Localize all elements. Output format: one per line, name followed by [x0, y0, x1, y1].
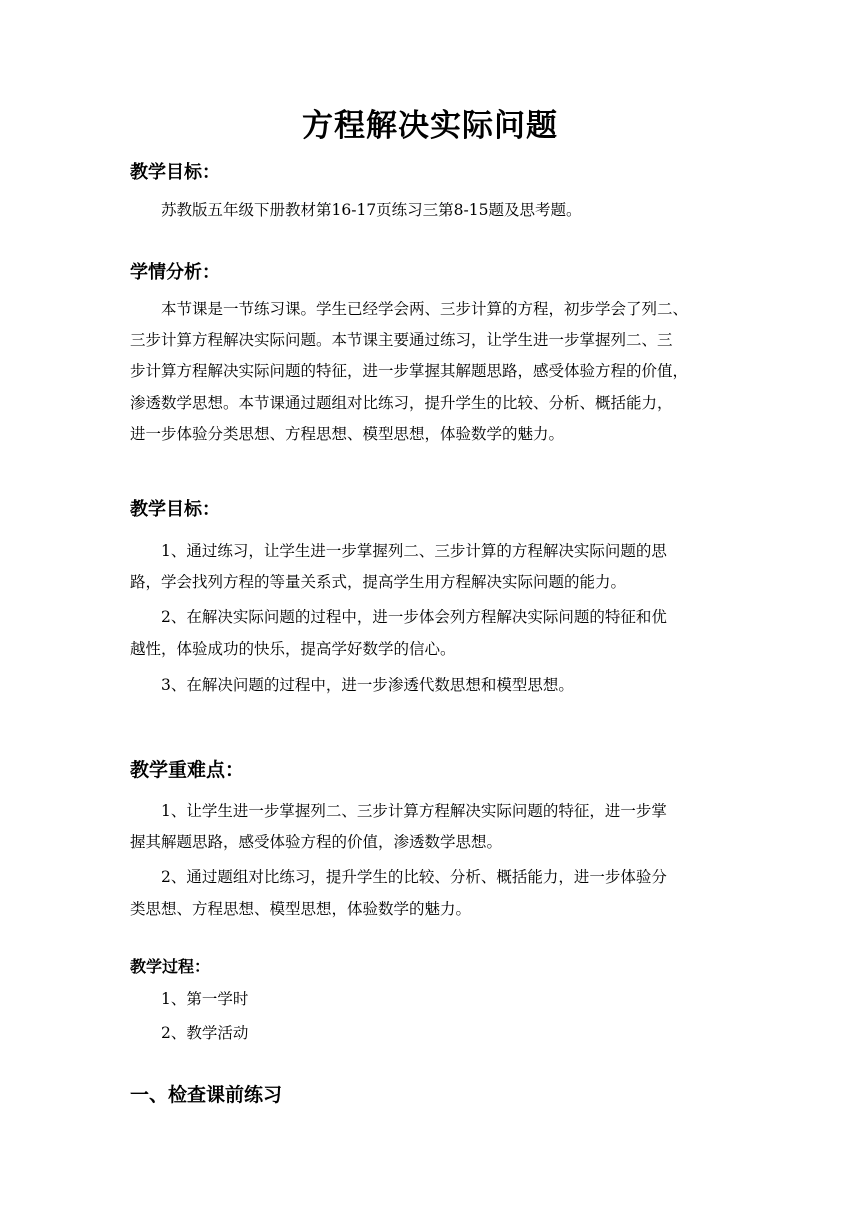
heading-teaching-goals: 教学目标： — [130, 499, 220, 520]
list-item-line: 2、在解决实际问题的过程中，进一步体会列方程解决实际问题的特征和优 — [161, 608, 667, 626]
list-item-line: 越性，体验成功的快乐，提高学好数学的信心。 — [130, 640, 456, 658]
list-item-line: 握其解题思路，感受体验方程的价值，渗透数学思想。 — [130, 833, 503, 851]
paragraph-teaching-content: 苏教版五年级下册教材第16-17页练习三第8-15题及思考题。 — [161, 201, 582, 219]
list-item-line: 1、让学生进一步掌握列二、三步计算方程解决实际问题的特征，进一步掌 — [161, 802, 667, 820]
paragraph-line: 进一步体验分类思想、方程思想、模型思想，体验数学的魅力。 — [130, 425, 565, 443]
paragraph-line: 渗透数学思想。本节课通过题组对比练习，提升学生的比较、分析、概括能力， — [130, 394, 673, 412]
list-item-line: 类思想、方程思想、模型思想，体验数学的魅力。 — [130, 900, 472, 918]
heading-teaching-process: 教学过程： — [130, 957, 211, 976]
document-title: 方程解决实际问题 — [302, 108, 558, 144]
list-item-line: 路，学会找列方程的等量关系式，提高学生用方程解决实际问题的能力。 — [130, 573, 627, 591]
heading-student-analysis: 学情分析： — [130, 262, 220, 283]
paragraph-line: 步计算方程解决实际问题的特征，进一步掌握其解题思路，感受体验方程的价值， — [130, 362, 689, 380]
paragraph-line: 三步计算方程解决实际问题。本节课主要通过练习，让学生进一步掌握列二、三 — [130, 331, 673, 349]
paragraph-line: 本节课是一节练习课。学生已经学会两、三步计算的方程，初步学会了列二、 — [161, 300, 689, 318]
list-item: 1、第一学时 — [161, 990, 249, 1008]
list-item-line: 1、通过练习，让学生进一步掌握列二、三步计算的方程解决实际问题的思 — [161, 542, 667, 560]
heading-teaching-goal: 教学目标： — [130, 162, 220, 183]
heading-check-preclass-exercises: 一、检查课前练习 — [130, 1084, 283, 1106]
heading-key-points: 教学重难点： — [130, 759, 245, 781]
list-item: 2、教学活动 — [161, 1024, 249, 1042]
list-item-line: 3、在解决问题的过程中，进一步渗透代数思想和模型思想。 — [161, 676, 574, 694]
list-item-line: 2、通过题组对比练习，提升学生的比较、分析、概括能力，进一步体验分 — [161, 868, 667, 886]
